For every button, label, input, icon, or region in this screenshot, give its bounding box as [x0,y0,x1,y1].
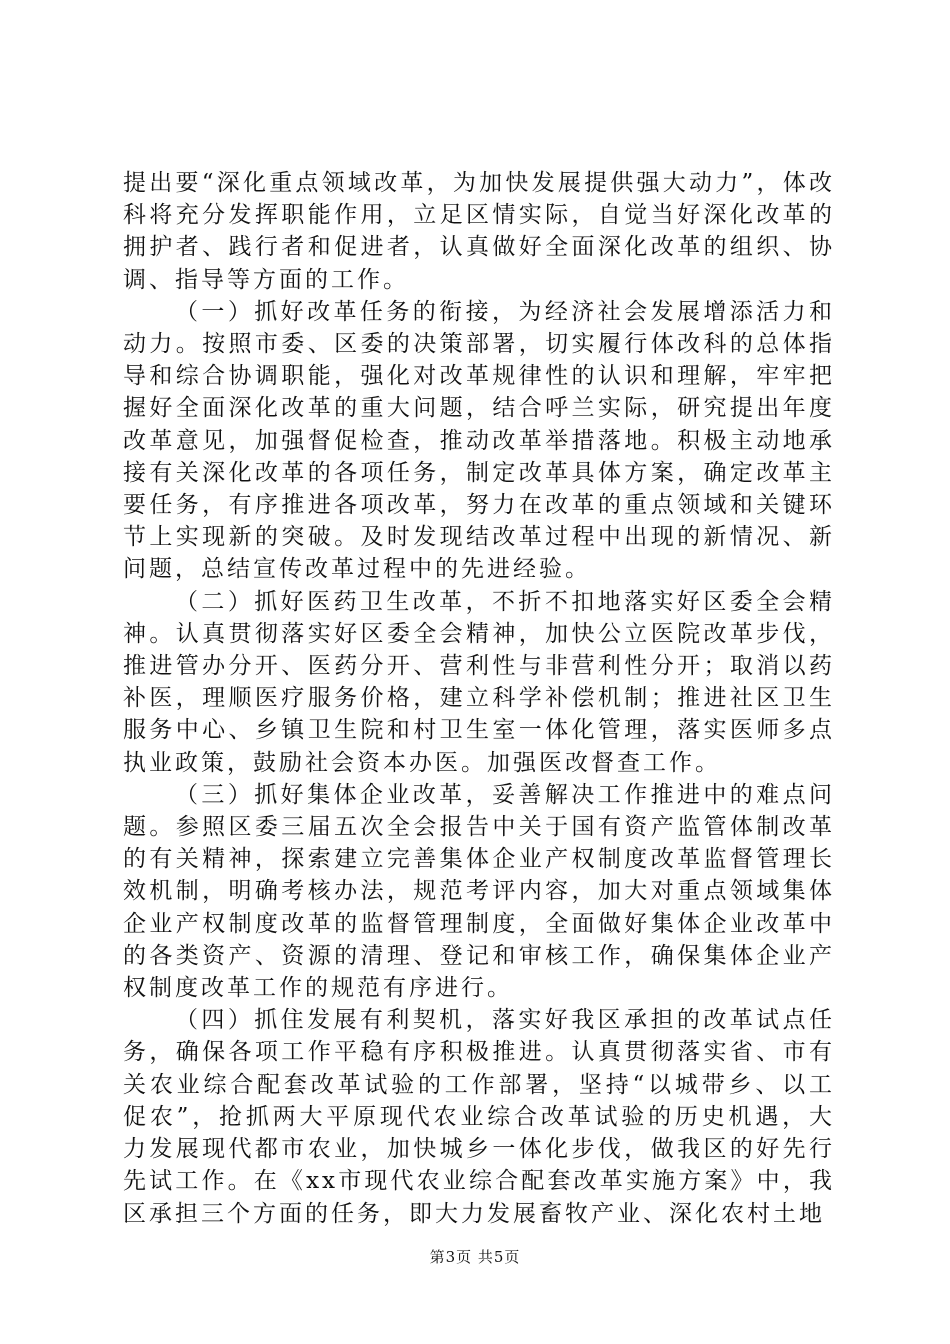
paragraph-section-2: （二）抓好医药卫生改革，不折不扣地落实好区委全会精神。认真贯彻落实好区委全会精神，加快公立医院改革步伐，推进管办分开、医药分开、营利性与非营利性分开；取消以药补医，理顺医疗服务价格，建立科学补偿机制；推进社区卫生服务中心、乡镇卫生院和村卫生室一体化管理，落实医师多点执业政策，鼓励社会资本办医。加强医改督查工作。 [123,588,835,776]
paragraph-section-3: （三）抓好集体企业改革，妥善解决工作推进中的难点问题。参照区委三届五次全会报告中关于国有资产监管体制改革的有关精神，探索建立完善集体企业产权制度改革监督管理长效机制，明确考核办法，规范考评内容，加大对重点领域集体企业产权制度改革的监督管理制度，全面做好集体企业改革中的各类资产、资源的清理、登记和审核工作，确保集体企业产权制度改革工作的规范有序进行。 [123,781,835,1002]
page-number-footer: 第3页 共5页 [429,1248,521,1266]
document-body [123,167,835,1230]
paragraph-section-4: （四）抓住发展有利契机，落实好我区承担的改革试点任务，确保各项工作平稳有序积极推进。认真贯彻落实省、市有关农业综合配套改革试验的工作部署，坚持“以城带乡、以工促农”，抢抓两大平原现代农业综合改革试验的历史机遇，大力发展现代都市农业，加快城乡一体化步伐，做我区的好先行先试工作。在《xx市现代农业综合配套改革实施方案》中，我区承担三个方面的任务，即大力发展畜牧产业、深化农村土地 [123,1007,835,1227]
paragraph-intro: 提出要“深化重点领域改革，为加快发展提供强大动力”，体改科将充分发挥职能作用，立足区情实际，自觉当好深化改革的拥护者、践行者和促进者，认真做好全面深化改革的组织、协调、指导等方面的工作。 [123,170,835,293]
paragraph-section-1: （一）抓好改革任务的衔接，为经济社会发展增添活力和动力。按照市委、区委的决策部署，切实履行体改科的总体指导和综合协调职能，强化对改革规律性的认识和理解，牢牢把握好全面深化改革的重大问题，结合呼兰实际，研究提出年度改革意见，加强督促检查，推动改革举措落地。积极主动地承接有关深化改革的各项任务，制定改革具体方案，确定改革主要任务，有序推进各项改革，努力在改革的重点领域和关键环节上实现新的突破。及时发现结改革过程中出现的新情况、新问题，总结宣传改革过程中的先进经验。 [123,298,835,583]
